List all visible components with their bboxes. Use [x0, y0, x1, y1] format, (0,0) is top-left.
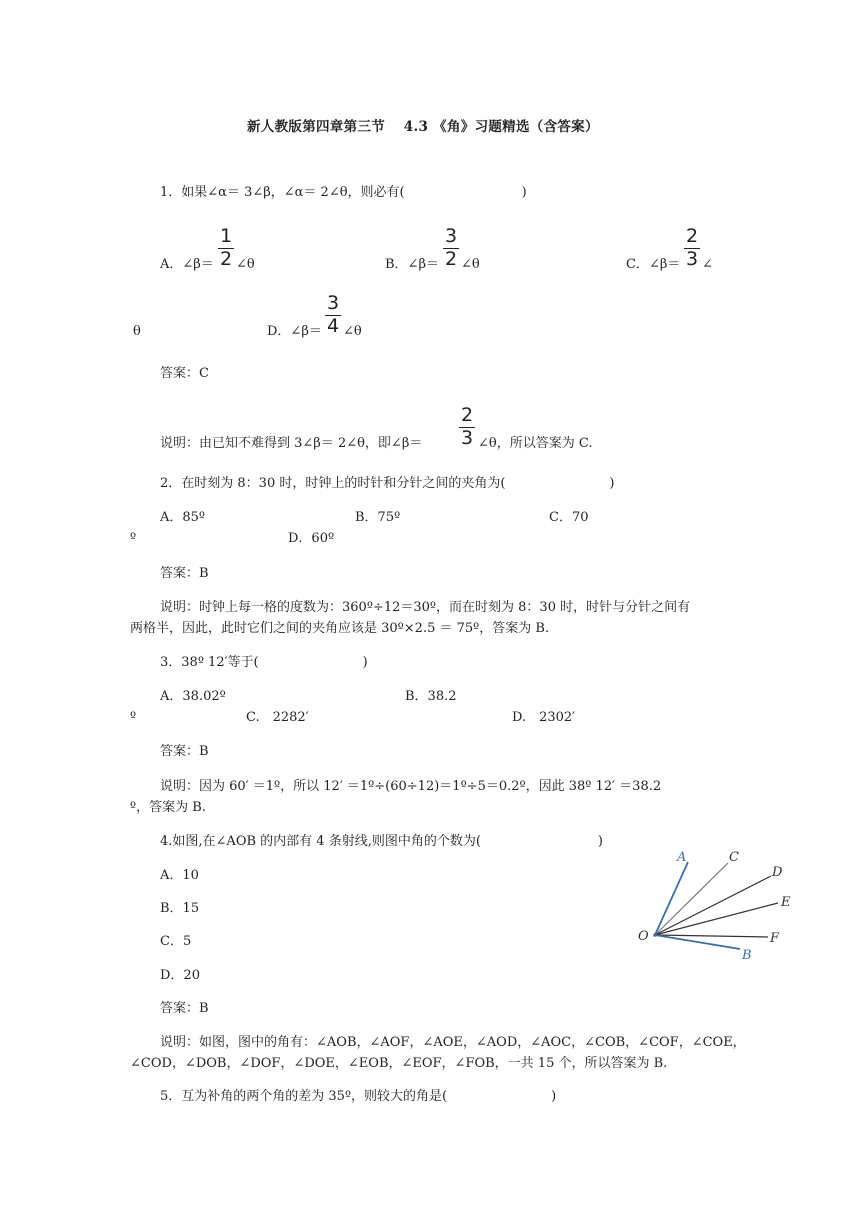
ray-od — [655, 876, 771, 935]
q2-explanation-line-1: 说明：时钟上每一格的度数为：360º÷12＝30º，而在时刻为 8：30 时，时针与分针之间有 — [160, 600, 691, 615]
angle-rays-figure — [630, 845, 800, 970]
ray-oc — [655, 863, 728, 935]
label-f: F — [770, 931, 780, 946]
q1-option-a-suffix: ∠θ — [236, 257, 255, 272]
fraction-numerator: 3 — [326, 292, 340, 314]
fraction-numerator: 3 — [444, 225, 458, 247]
fraction-numerator: 2 — [685, 225, 699, 247]
q2-option-c: C．70 — [549, 510, 589, 525]
q1-option-a-fraction — [218, 227, 234, 269]
fraction-denominator: 4 — [326, 315, 340, 337]
label-c: C — [729, 850, 739, 865]
q1-option-c-fraction — [684, 227, 700, 269]
q1-option-c-continuation: θ — [133, 324, 141, 339]
label-e: E — [781, 895, 791, 910]
fraction-numerator: 1 — [219, 225, 233, 247]
q4-option-b: B．15 — [160, 901, 200, 916]
q3-option-c: C. 2282′ — [246, 710, 309, 725]
q2-option-d: D．60º — [288, 531, 335, 546]
ray-oa — [655, 862, 688, 935]
ray-oe — [655, 903, 778, 935]
fraction-denominator: 2 — [444, 248, 458, 270]
q3-option-d: D. 2302′ — [512, 710, 576, 725]
q1-option-c-suffix: ∠ — [702, 257, 713, 272]
fraction-denominator: 2 — [219, 248, 233, 270]
q4-explanation-line-1: 说明：如图，图中的角有：∠AOB，∠AOF，∠AOE，∠AOD，∠AOC，∠COB，∠COF，∠COE， — [160, 1035, 746, 1050]
q4-explanation-line-2: ∠COD，∠DOB，∠DOF，∠DOE，∠EOB，∠EOF，∠FOB，一共 15 个，所以答案为 B. — [130, 1056, 668, 1071]
q5-stem: 5．互为补角的两个角的差为 35º，则较大的角是( ) — [160, 1089, 557, 1104]
q2-option-a: A．85º — [160, 510, 206, 525]
q3-answer: 答案：B — [160, 744, 209, 759]
label-b: B — [742, 948, 752, 963]
q2-stem: 2．在时刻为 8：30 时，时钟上的时针和分针之间的夹角为( ) — [160, 476, 615, 491]
q4-option-c: C．5 — [160, 934, 192, 949]
q4-option-a: A．10 — [160, 868, 199, 883]
label-a: A — [677, 850, 687, 865]
q4-stem: 4.如图,在∠AOB 的内部有 4 条射线,则图中角的个数为( ) — [160, 834, 603, 849]
label-d: D — [772, 865, 783, 880]
vertex-o-dot — [653, 933, 657, 937]
q1-option-c-prefix: C．∠β＝ — [626, 257, 681, 272]
q1-option-b-fraction — [443, 227, 459, 269]
q2-option-b: B．75º — [355, 510, 401, 525]
ray-ob — [655, 935, 740, 949]
q3-stem: 3．38º 12′等于( ) — [160, 655, 368, 670]
q1-answer: 答案：C — [160, 366, 209, 381]
label-o: O — [638, 929, 649, 944]
q4-answer: 答案：B — [160, 1001, 209, 1016]
q1-option-d-fraction — [325, 294, 341, 336]
q1-option-d-suffix: ∠θ — [343, 324, 362, 339]
q1-explanation-suffix: ∠θ，所以答案为 C. — [478, 436, 593, 451]
fraction-denominator: 3 — [460, 427, 474, 449]
q2-explanation-line-2: 两格半，因此，此时它们之间的夹角应该是 30º×2.5 ＝ 75º，答案为 B. — [130, 621, 550, 636]
page-title: 新人教版第四章第三节 4.3 《角》习题精选（含答案） — [247, 119, 599, 135]
fraction-denominator: 3 — [685, 248, 699, 270]
q1-option-d-prefix: D．∠β＝ — [267, 324, 322, 339]
ray-of — [655, 935, 768, 937]
q2-option-c-continuation: º — [130, 531, 137, 546]
q1-option-b-suffix: ∠θ — [461, 257, 480, 272]
q3-explanation-line-2: º，答案为 B. — [130, 800, 206, 815]
q3-option-b: B．38.2 — [405, 689, 457, 704]
q1-option-b-prefix: B．∠β＝ — [385, 257, 439, 272]
q1-explanation-fraction — [459, 406, 475, 448]
q1-stem: 1．如果∠α＝ 3∠β，∠α＝ 2∠θ，则必有( ) — [160, 185, 527, 200]
q3-option-b-continuation: º — [130, 710, 137, 725]
q2-answer: 答案：B — [160, 566, 209, 581]
q1-explanation-prefix: 说明：由已知不难得到 3∠β＝ 2∠θ，即∠β＝ — [160, 436, 423, 451]
q3-explanation-line-1: 说明：因为 60′ ＝1º，所以 12′ ＝1º÷(60÷12)＝1º÷5＝0.2º，因此 38º 12′ ＝38.2 — [160, 779, 662, 794]
q1-option-a-prefix: A．∠β＝ — [160, 257, 214, 272]
q3-option-a: A．38.02º — [160, 689, 226, 704]
q4-option-d: D．20 — [160, 968, 200, 983]
fraction-numerator: 2 — [460, 404, 474, 426]
